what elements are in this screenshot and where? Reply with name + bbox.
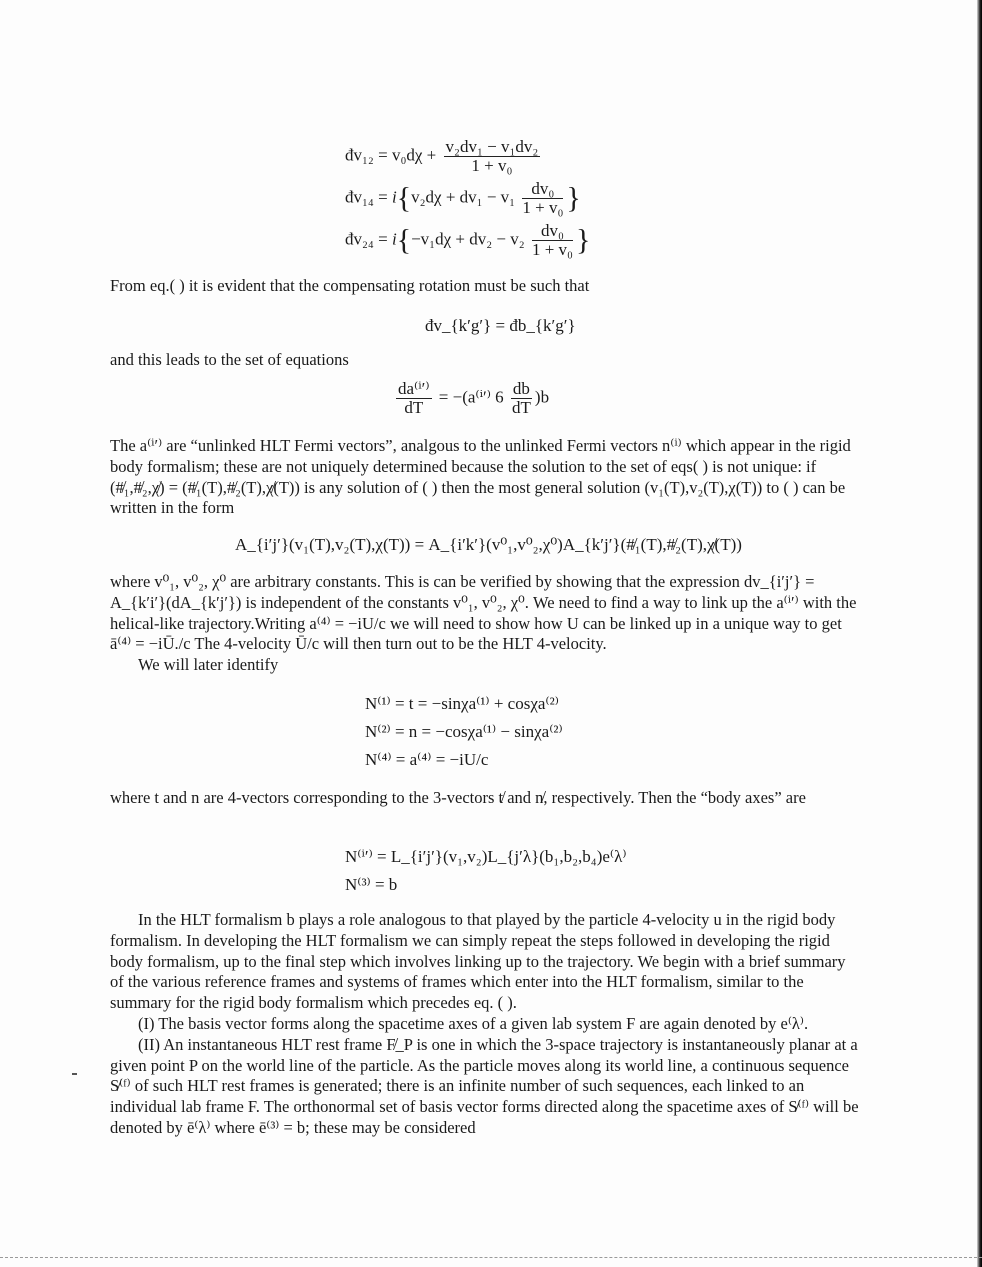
equation-identify-block — [365, 690, 563, 774]
eq3-fraction — [532, 222, 573, 259]
da-rhs: = −(a⁽ⁱ′⁾ 6 — [438, 387, 504, 407]
eq3-lhs: đv₂₄ = — [345, 229, 388, 249]
paragraph-fermi-vectors — [110, 436, 860, 519]
text-body-axes: where t and n are 4-vectors corresponding to the 3-vectors t̸ and n̸, respectively. Then the “body axes” are — [110, 788, 806, 807]
text-identify: We will later identify — [138, 655, 279, 675]
text-where-constants: where v⁰₁, v⁰₂, χ⁰ are arbitrary constants. This is can be verified by showing that the expression dv_{i′j′} = A_{k′i′}(dA_{k′j′}) is independent of the constants v⁰₁, v⁰₂, χ⁰. We need to find a way to link up the a⁽ⁱ′⁾ with the helical-like trajectory.Writing a⁽⁴⁾ = −iU/c we will need to show how U can be linked up in a unique way to get ā⁽⁴⁾ = −iŪ./c The 4-velocity Ū/c will then turn out to be the HLT 4-velocity. — [110, 572, 857, 654]
page-cut-line — [0, 1257, 982, 1259]
equation-general-solution — [235, 535, 742, 555]
eq1-lhs: đv₁₂ = — [345, 145, 388, 165]
text-leads: and this leads to the set of equations — [110, 350, 349, 369]
eq2-inner: v₂dχ + dv₁ − v₁ — [411, 187, 516, 207]
da-denominator: dT — [404, 398, 424, 417]
equation-dv12 — [345, 138, 543, 175]
scan-speck — [72, 1073, 77, 1075]
paragraph-hlt-formalism — [110, 910, 860, 1139]
da-tail: )b — [534, 387, 550, 407]
body-axes-line-1: N⁽ⁱ′⁾ = L_{i′j′}(v₁,v₂)L_{j′λ}(b₁,b₂,b₄)e⁽λ⁾ — [345, 847, 627, 866]
scan-edge — [977, 0, 982, 1267]
eq1-numerator: v₂dv₁ − v₁dv₂ — [445, 137, 539, 156]
eq2-imag-unit: i — [391, 187, 397, 207]
body-axes-line-2: N⁽³⁾ = b — [345, 875, 398, 894]
paragraph-leads — [110, 350, 860, 371]
eq1-rhs: v₀dχ + — [391, 145, 437, 165]
text-fermi-vectors: The a⁽ⁱ′⁾ are “unlinked HLT Fermi vectors”, analgous to the unlinked Fermi vectors n⁽ⁱ⁾ which appear in the rigid body formalism; these are not uniquely determined because the solution to the set of eqs( ) is not unique: if (#̸₁,#̸₂,χ̸) = (#̸₁(T),#̸₂(T),χ̸(T)) is any solution of ( ) then the most general solution (v₁(T),v₂(T),χ(T)) to ( ) can be written in the form — [110, 436, 851, 518]
equation-dv14: đv₁₄ = i{v₂dχ + dv₁ − v₁ $\frac{\text{dv₀}}{\text{1 + v₀}}$ } — [345, 179, 581, 217]
text-from-eq: From eq.( ) it is evident that the compensating rotation must be such that — [110, 276, 590, 295]
identify-line-2: N⁽²⁾ = n = −cosχa⁽¹⁾ − sinχa⁽²⁾ — [365, 722, 563, 741]
db-numerator: db — [512, 379, 530, 398]
text-item-I: (I) The basis vector forms along the spacetime axes of a given lab system F are again denoted by e⁽λ⁾. — [138, 1013, 809, 1033]
equation-body-axes — [345, 843, 627, 899]
eq3-denominator: 1 + v₀ — [531, 240, 573, 259]
db-denominator: dT — [511, 398, 531, 417]
da-fraction — [396, 380, 432, 417]
equation-fermi-derivative — [393, 380, 549, 417]
text-hlt-formalism: In the HLT formalism b plays a role analogous to that played by the particle 4-velocity u in the rigid body formalism. In developing the HLT formalism we can simply repeat the steps followed in developing the rigid body formalism, up to the final step which involves linking up to the trajectory. We begin with a brief summary of the various reference frames and systems of frames which enter into the HLT formalism, similar to the summary for the rigid body formalism which precedes eq. ( ). — [110, 910, 846, 1013]
db-fraction — [511, 380, 532, 417]
text-item-II: (II) An instantaneous HLT rest frame F̸_P is one in which the 3-space trajectory is instantaneously planar at a given point P on the world line of the particle. As the particle moves along its world line, a continuous sequence S̸⁽ᶠ⁾ of such HLT rest frames is generated; there is an infinite number of such sequences, each linked to an individual lab frame F. The orthonormal set of basis vector forms directed along the spacetime axes of S̸⁽ᶠ⁾ will be denoted by ē⁽λ⁾ where ē⁽³⁾ = b; these may be considered — [110, 1034, 859, 1137]
paragraph-where-constants — [110, 572, 860, 676]
eq2-numerator: dv₀ — [522, 180, 563, 199]
eq3-inner: −v₁dχ + dv₂ − v₂ — [411, 229, 525, 249]
identify-line-3: N⁽⁴⁾ = a⁽⁴⁾ = −iU/c — [365, 750, 489, 769]
eq3-imag-unit: i — [391, 229, 397, 249]
eq-general-text: A_{i′j′}(v₁(T),v₂(T),χ(T)) = A_{i′k′}(v⁰₁,v⁰₂,χ⁰)A_{k′j′}(#̸₁(T),#̸₂(T),χ̸(T)) — [235, 535, 742, 554]
eq2-lhs: đv₁₄ = — [345, 187, 388, 207]
paragraph-from-eq — [110, 276, 860, 297]
da-numerator: da⁽ⁱ′⁾ — [398, 379, 430, 398]
eq1-fraction — [444, 138, 541, 175]
eq3-numerator: dv₀ — [532, 222, 573, 241]
eq2-denominator: 1 + v₀ — [522, 198, 564, 217]
eq1-denominator: 1 + v₀ — [471, 156, 513, 175]
paragraph-body-axes — [110, 788, 860, 809]
eq2-fraction — [522, 180, 563, 217]
eq-comp-text: đv_{k′g′} = đb_{k′g′} — [425, 316, 576, 335]
identify-line-1: N⁽¹⁾ = t = −sinχa⁽¹⁾ + cosχa⁽²⁾ — [365, 694, 559, 713]
equation-dv24: đv₂₄ = i{−v₁dχ + dv₂ − v₂ $\frac{\text{dv₀}}{\text{1 + v₀}}$ } — [345, 221, 591, 259]
equation-compensating — [425, 316, 576, 336]
